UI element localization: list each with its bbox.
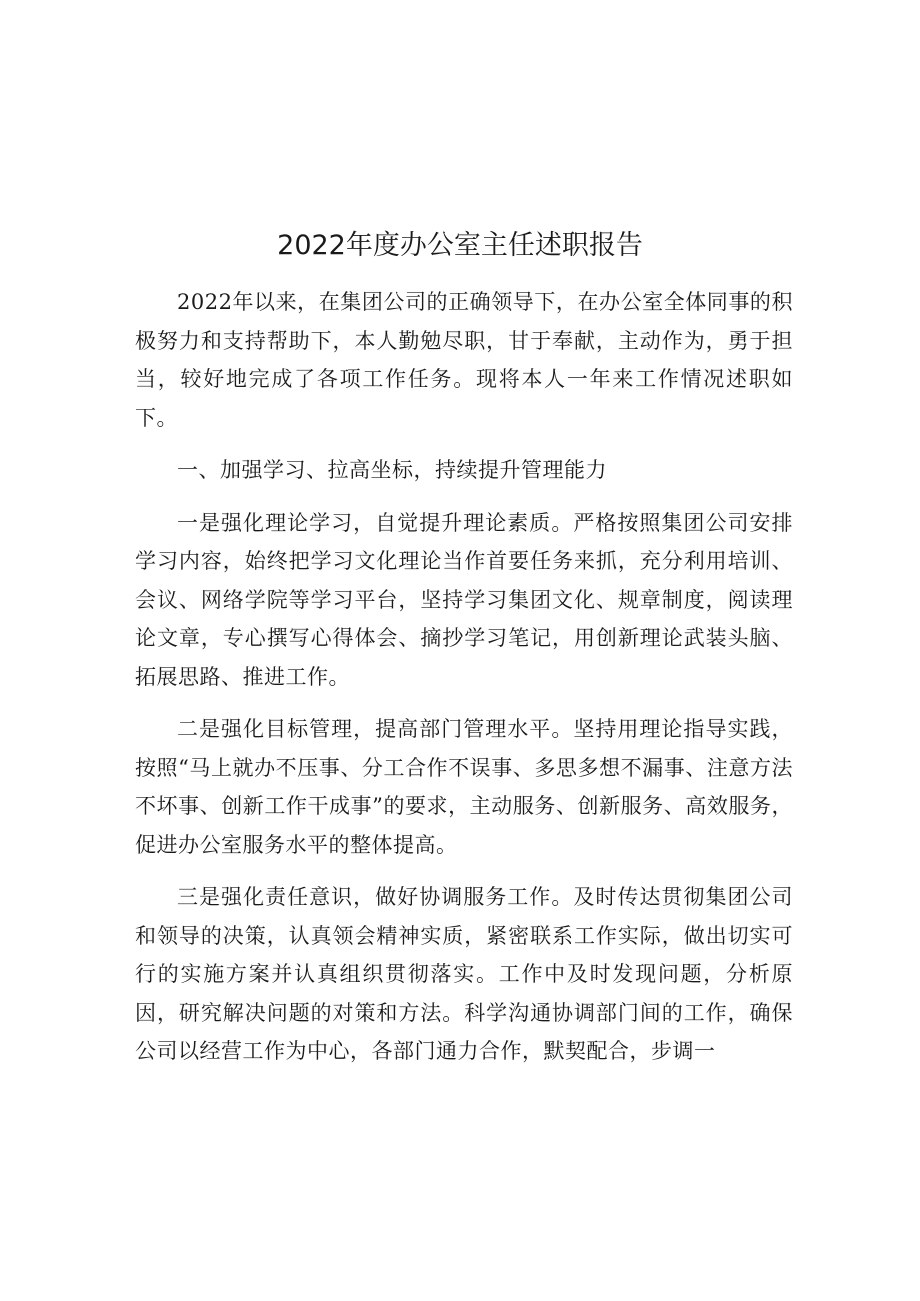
document-body xyxy=(135,283,793,1071)
paragraph-gap xyxy=(135,864,793,878)
paragraph-gap xyxy=(135,437,793,451)
section-heading-1: 一、加强学习、拉高坐标，持续提升管理能力 xyxy=(177,458,607,482)
body-paragraph-3: 三是强化责任意识，做好协调服务工作。及时传达贯彻集团公司和领导的决策，认真领会精神实质，紧密联系工作实际，做出切实可行的实施方案并认真组织贯彻落实。工作中及时发现问题，分析原因，研究解决问题的对策和方法。科学沟通协调部门间的工作，确保公司以经营工作为中心，各部门通力合作，默契配合，步调一 xyxy=(135,885,793,1063)
paragraph-gap xyxy=(135,490,793,504)
body-paragraph-2: 二是强化目标管理，提高部门管理水平。坚持用理论指导实践，按照“马上就办不压事、分工合作不误事、多思多想不漏事、注意方法不坏事、创新工作干成事”的要求，主动服务、创新服务、高效服务，促进办公室服务水平的整体提高。 xyxy=(135,717,793,857)
intro-paragraph: 2022年以来，在集团公司的正确领导下，在办公室全体同事的积极努力和支持帮助下，本人勤勉尽职，甘于奉献，主动作为，勇于担当，较好地完成了各项工作任务。现将本人一年来工作情况述职如下。 xyxy=(135,290,793,430)
body-paragraph-1: 一是强化理论学习，自觉提升理论素质。严格按照集团公司安排学习内容，始终把学习文化理论当作首要任务来抓，充分利用培训、会议、网络学院等学习平台，坚持学习集团文化、规章制度，阅读理论文章，专心撰写心得体会、摘抄学习笔记，用创新理论武装头脑、拓展思路、推进工作。 xyxy=(135,510,793,689)
paragraph-gap xyxy=(135,696,793,710)
document-title: 2022年度办公室主任述职报告 xyxy=(277,230,643,261)
